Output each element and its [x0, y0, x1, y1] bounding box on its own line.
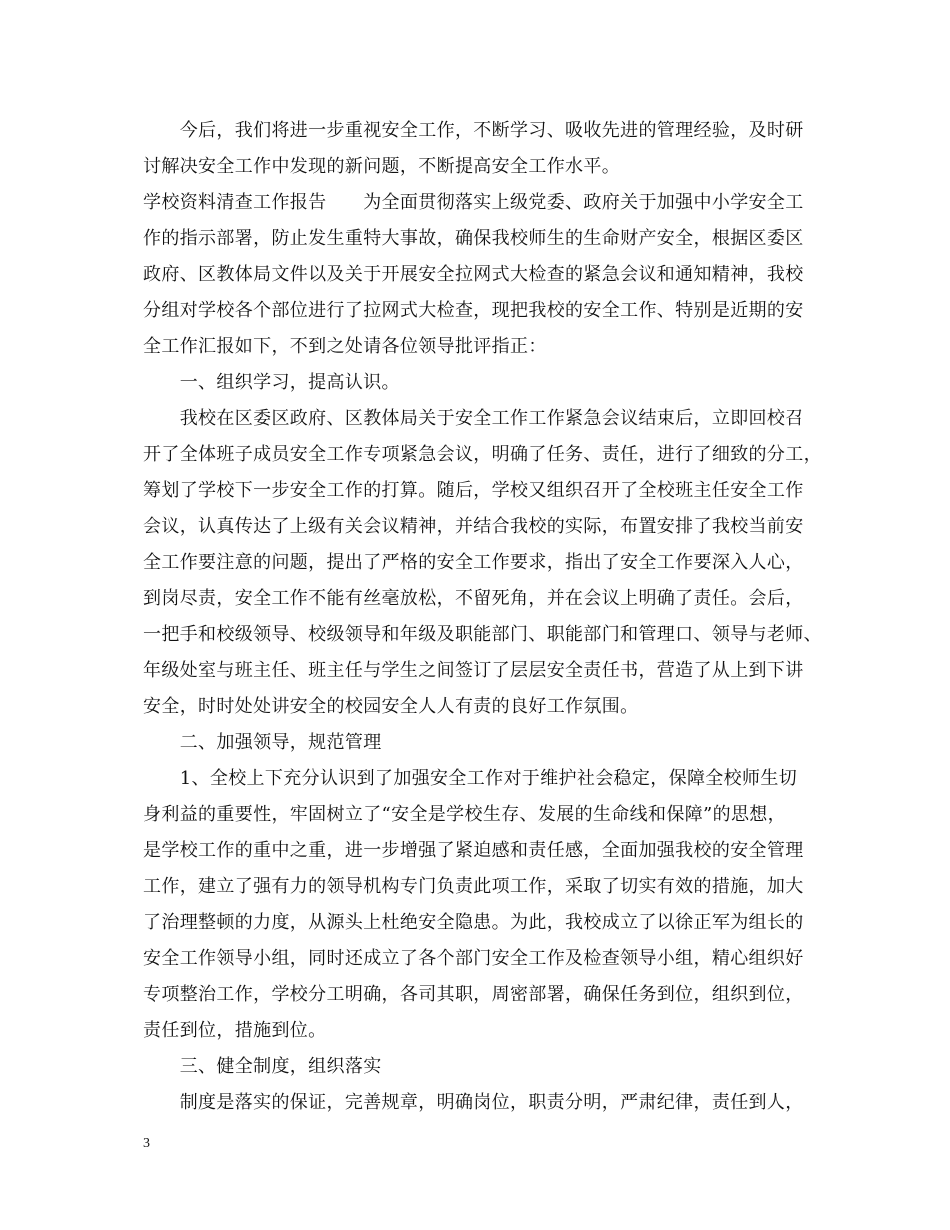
text-line: 制度是落实的保证，完善规章，明确岗位，职责分明，严肃纪律，责任到人， [143, 1092, 804, 1113]
text-line: 到岗尽责，安全工作不能有丝毫放松，不留死角，并在会议上明确了责任。会后， [143, 588, 804, 609]
text-line: 全工作要注意的问题，提出了严格的安全工作要求，指出了安全工作要深入人心， [143, 552, 804, 573]
text-line: 筹划了学校下一步安全工作的打算。随后，学校又组织召开了全校班主任安全工作 [143, 480, 804, 501]
text-line: 分组对学校各个部位进行了拉网式大检查，现把我校的安全工作、特别是近期的安 [143, 300, 804, 321]
text-line: 今后，我们将进一步重视安全工作，不断学习、吸收先进的管理经验，及时研 [143, 120, 804, 141]
text-line: 工作，建立了强有力的领导机构专门负责此项工作，采取了切实有效的措施，加大 [143, 876, 804, 897]
text-line: 讨解决安全工作中发现的新问题，不断提高安全工作水平。 [143, 156, 621, 177]
text-line: 专项整治工作，学校分工明确，各司其职，周密部署，确保任务到位，组织到位， [143, 984, 804, 1005]
text-line: 责任到位，措施到位。 [143, 1020, 327, 1041]
text-line: 政府、区教体局文件以及关于开展安全拉网式大检查的紧急会议和通知精神，我校 [143, 264, 804, 285]
text-line: 一把手和校级领导、校级领导和年级及职能部门、职能部门和管理口、领导与老师、 [143, 624, 822, 645]
section-heading: 二、加强领导，规范管理 [143, 732, 382, 753]
text-line: 我校在区委区政府、区教体局关于安全工作工作紧急会议结束后，立即回校召 [143, 408, 804, 429]
text-line: 安全工作领导小组，同时还成立了各个部门安全工作及检查领导小组，精心组织好 [143, 948, 804, 969]
text-line: 1、全校上下充分认识到了加强安全工作对于维护社会稳定，保障全校师生切 [143, 768, 798, 789]
text-line: 会议，认真传达了上级有关会议精神，并结合我校的实际，布置安排了我校当前安 [143, 516, 804, 537]
text-line: 作的指示部署，防止发生重特大事故，确保我校师生的生命财产安全，根据区委区 [143, 228, 804, 249]
section-heading: 一、组织学习，提高认识。 [143, 372, 400, 393]
section-heading: 三、健全制度，组织落实 [143, 1056, 382, 1077]
text-line: 年级处室与班主任、班主任与学生之间签订了层层安全责任书，营造了从上到下讲 [143, 660, 804, 681]
text-line: 身利益的重要性，牢固树立了“安全是学校生存、发展的生命线和保障”的思想， [143, 804, 787, 825]
text-line: 开了全体班子成员安全工作专项紧急会议，明确了任务、责任，进行了细致的分工， [143, 444, 822, 465]
text-line: 全工作汇报如下，不到之处请各位领导批评指正： [143, 336, 547, 357]
page-number: 3 [143, 1136, 150, 1151]
text-line: 安全，时时处处讲安全的校园安全人人有责的良好工作氛围。 [143, 696, 639, 717]
text-line: 学校资料清查工作报告 为全面贯彻落实上级党委、政府关于加强中小学安全工 [143, 192, 804, 213]
text-line: 是学校工作的重中之重，进一步增强了紧迫感和责任感，全面加强我校的安全管理 [143, 840, 804, 861]
text-line: 了治理整顿的力度，从源头上杜绝安全隐患。为此，我校成立了以徐正军为组长的 [143, 912, 804, 933]
